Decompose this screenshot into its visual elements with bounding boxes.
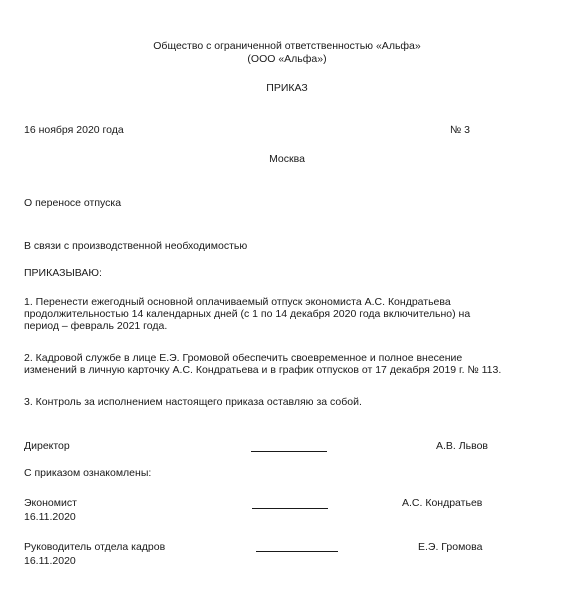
order-directive-word: ПРИКАЗЫВАЮ: <box>24 267 102 279</box>
order-subject: О переносе отпуска <box>24 197 122 209</box>
acquainted-label: С приказом ознакомлены: <box>24 467 152 479</box>
organization-full-name: Общество с ограниченной ответственностью «Альфа» <box>153 40 421 52</box>
hr-head-name: Е.Э. Громова <box>418 541 483 553</box>
economist-name: А.С. Кондратьев <box>402 497 483 509</box>
order-date: 16 ноября 2020 года <box>24 124 124 136</box>
order-number: № 3 <box>450 124 471 136</box>
hr-head-signature-line <box>256 551 338 552</box>
item-2-line-1: 2. Кадровой службе в лице Е.Э. Громовой обеспечить своевременное и полное внесение <box>24 352 463 364</box>
economist-title: Экономист <box>24 497 77 509</box>
item-1-line-2: продолжительностью 14 календарных дней (с 1 по 14 декабря 2020 года включительно) на <box>24 308 471 320</box>
document-title: ПРИКАЗ <box>266 82 308 94</box>
item-3: 3. Контроль за исполнением настоящего приказа оставляю за собой. <box>24 396 362 408</box>
order-basis: В связи с производственной необходимостью <box>24 240 248 252</box>
item-1-line-1: 1. Перенести ежегодный основной оплачиваемый отпуск экономиста А.С. Кондратьева <box>24 296 451 308</box>
organization-short-name: (ООО «Альфа») <box>247 53 327 65</box>
economist-date: 16.11.2020 <box>24 511 76 523</box>
order-city: Москва <box>269 153 305 165</box>
item-1-line-3: период – февраль 2021 года. <box>24 320 168 332</box>
director-signature-line <box>251 451 327 452</box>
economist-signature-line <box>252 508 328 509</box>
hr-head-title: Руководитель отдела кадров <box>24 541 166 553</box>
director-title: Директор <box>24 440 70 452</box>
director-name: А.В. Львов <box>436 440 488 452</box>
item-2-line-2: изменений в личную карточку А.С. Кондратьева и в график отпусков от 17 декабря 2019 г. № 113. <box>24 364 502 376</box>
hr-head-date: 16.11.2020 <box>24 555 76 567</box>
